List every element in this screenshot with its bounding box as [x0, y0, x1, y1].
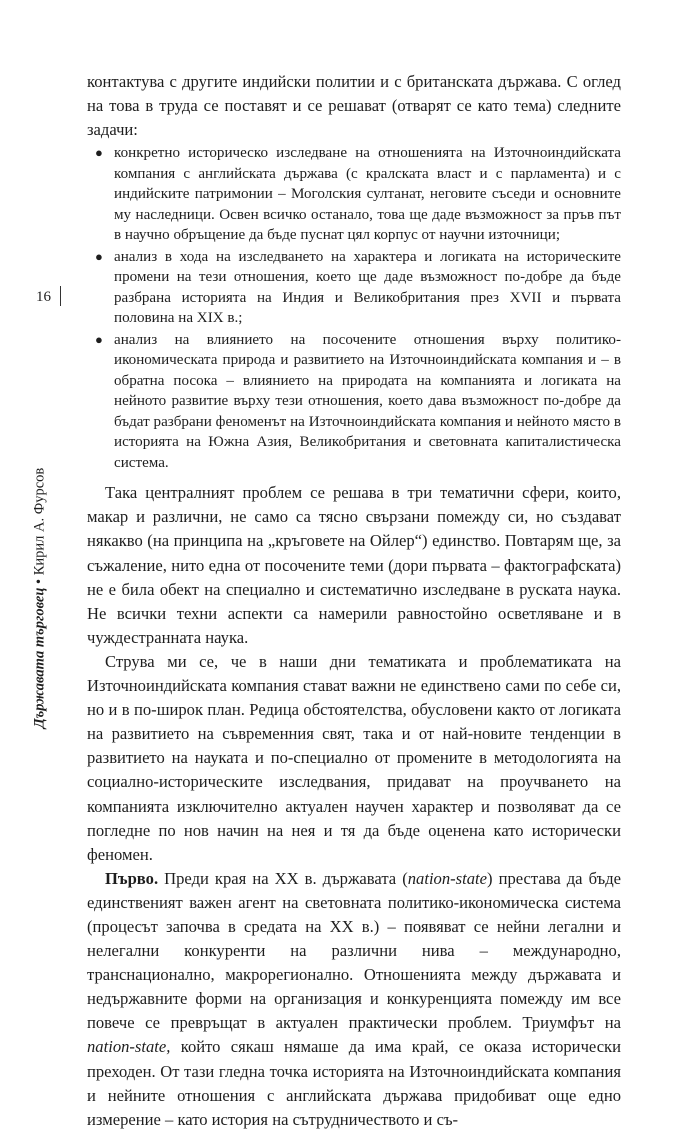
text-run: Преди края на XX в. държавата ( [158, 868, 408, 888]
task-list-item [87, 143, 621, 246]
body-paragraph: Струва ми се, че в наши дни тематиката и проблематиката на Източноиндийската компания стават важни не единствено сами по себе си, но и в по-широк план. Редица обстоятелства, обусловени както от логиката на развитието на съвременния свят, така и от най-новите тенденции в развитието на науката и по-специално от промените в методологията на социално-историческите изследвания, придават на проучването на компанията изключително актуален научен характер и позволяват да се погледне по нов начин на нея и тя да бъде оценена като исторически феномен. [87, 651, 621, 864]
task-list-text: анализ в хода на изследването на характера и логиката на историческите промени на тези отношения, което ще даде възможност по-добре да бъде разбрана историята на Индия и Великобритания през XVII и първата половина на XIX в.; [114, 248, 621, 327]
nation-state-term: nation-state, [87, 1037, 171, 1057]
text-run: ) престава да бъде единственият важен агент на световната политико-икономическа система (процесът започва в средата на XX в.) – появяват се нейни легални и нелегални конкуренти на различни нива – международно, транснационално, макрорегионално. Отношенията между държавата и недържавните форми на организация и конкуренцията помежду им все повече се превръщат в актуален практически проблем. Триумфът на [87, 868, 622, 1033]
text-run: който сякаш нямаше да има край, се оказа исторически преходен. От тази гледна точка историята на Източноиндийската компания и нейните отношения с английската държава придобиват още едно измерение – като история на сътрудничеството и съ- [87, 1037, 621, 1129]
bullet-icon: ● [95, 248, 103, 264]
task-list-text: анализ на влиянието на посочените отношения върху политико-икономическата природа и развитието на Източноиндийската компания и – в обратна посока – влиянието на природата на компанията и логиката на нейното развитие върху тези отношения, което дава възможност по-добре да бъдат разбрани феноменът на Източноиндийската компания и нейното място в историята на Южна Азия, Великобритания и световната капиталистическа система. [114, 331, 621, 471]
intro-paragraph: контактува с другите индийски политии и с британската държава. С оглед на това в труда се поставят и се решават (отварят се като тема) следните задачи: [87, 72, 621, 140]
page-body [87, 70, 621, 1132]
page-number-divider [60, 286, 61, 306]
page-number: 16 [36, 289, 51, 305]
first-point-lead: Първо. [105, 868, 159, 888]
bullet-icon: ● [95, 331, 103, 347]
task-list-item [87, 330, 621, 474]
body-paragraph: Така централният проблем се решава в три тематични сфери, които, макар и различни, не само са тясно свързани помежду си, но създават някакво (на принципа на „кръговете на Ойлер“) единство. Повтарям ще, за съжаление, нито една от посочените теми (дори първата – фактографската) не е била обект на специално и систематично изследване в руската наука. Не всички техни аспекти са намерили равностойно осветляване и в чуждестранната наука. [87, 483, 621, 647]
task-list-item [87, 247, 621, 329]
task-list-text: конкретно историческо изследване на отношенията на Източноиндийската компания с английската държава (с кралската власт и с парламента) и с индийските патримонии – Моголския султанат, неговите съседи и основните му наследници. Освен всичко останало, това ще даде възможност за пръв път в научно обръщение да бъде пуснат цял корпус от научни източници; [114, 145, 621, 244]
body-paragraph-first-point [87, 867, 621, 1132]
running-head-author: Кирил А. Фурсов [31, 467, 48, 576]
nation-state-term: nation-state [407, 868, 488, 888]
bullet-icon: ● [95, 145, 103, 161]
task-list [87, 143, 621, 473]
running-head-separator: • [31, 578, 48, 584]
running-head-title: Държавата търговец [31, 587, 48, 729]
